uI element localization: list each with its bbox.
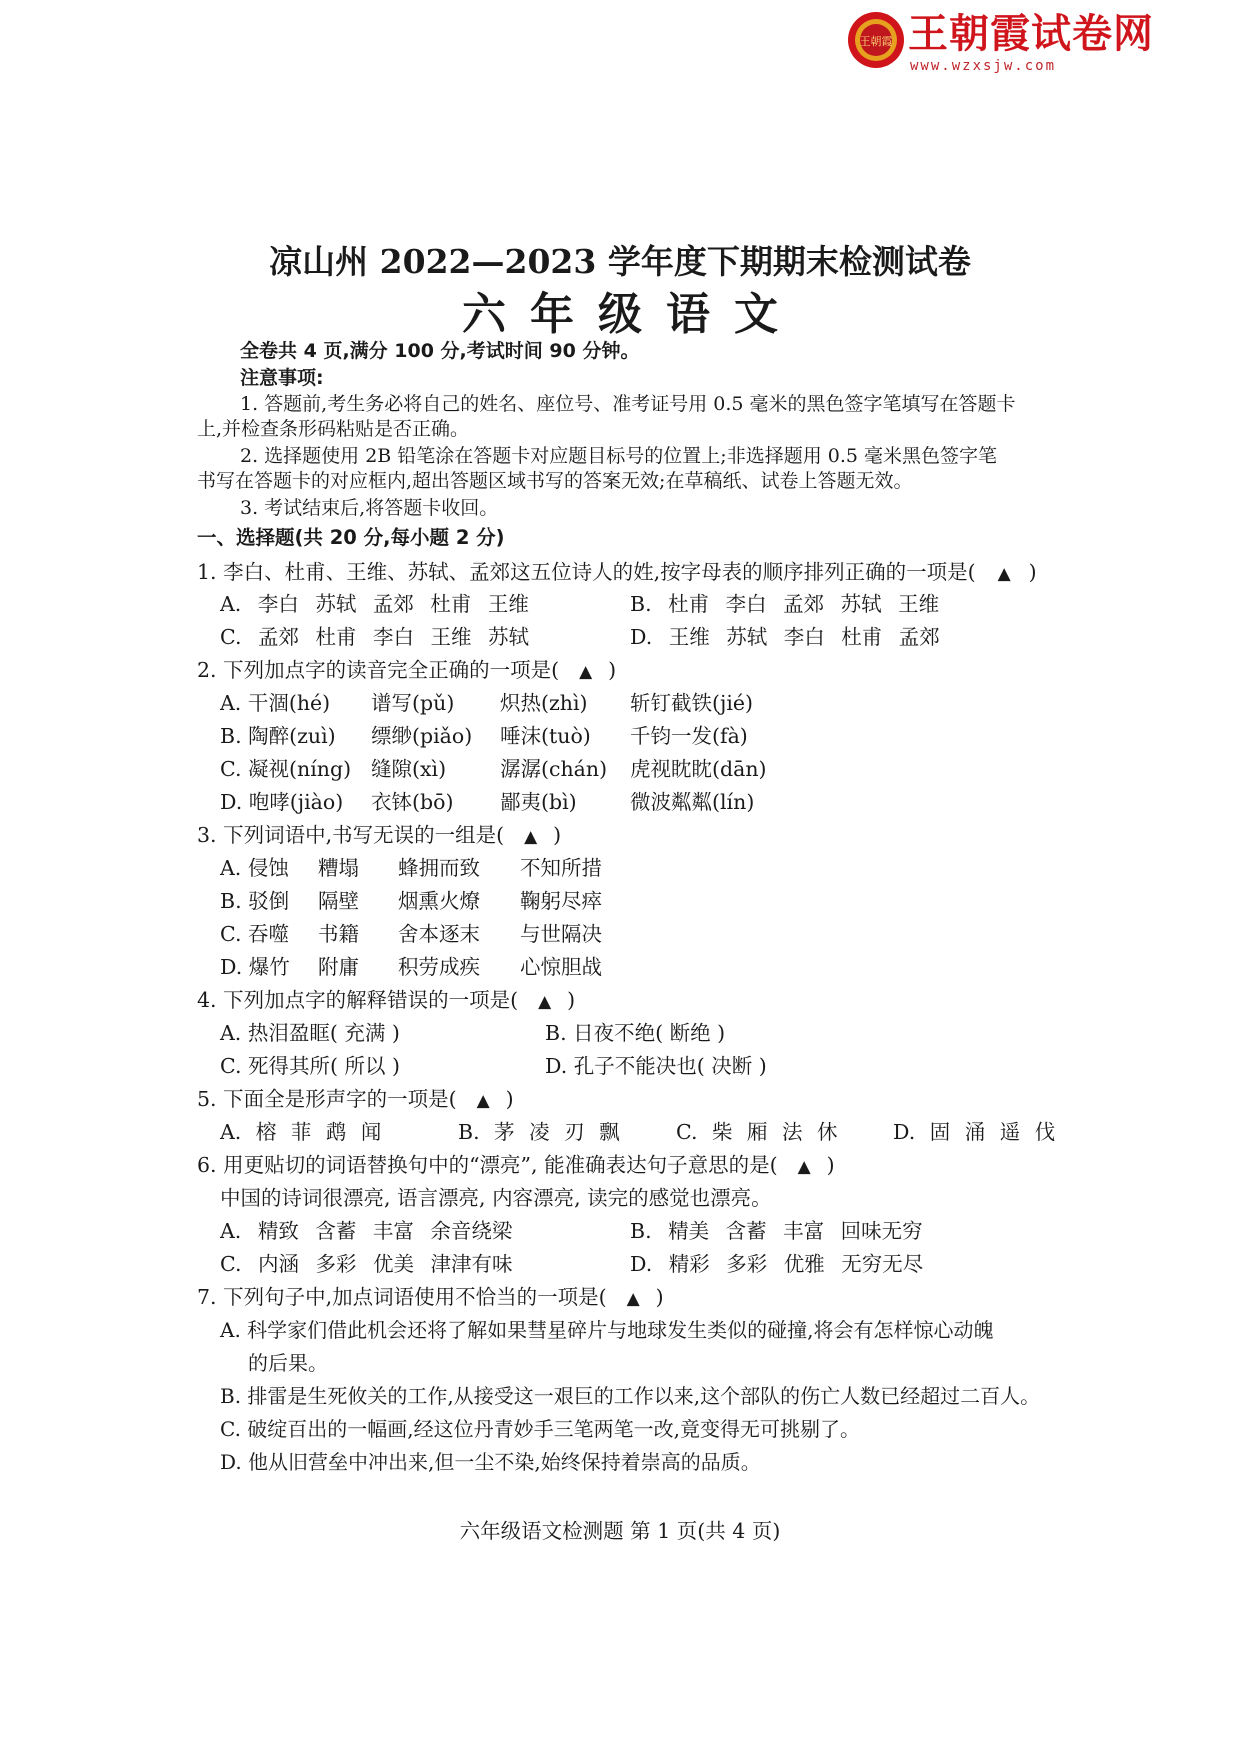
question-6-stem: 6. 用更贴切的词语替换句中的“漂亮”, 能准确表达句子意思的是( ▲ ) (197, 1153, 835, 1177)
seal-emblem-icon (846, 10, 906, 70)
q3-option-d-2: 附庸 (318, 955, 359, 979)
answer-marker-icon: ▲ (538, 992, 552, 1012)
notice-item-1a: 1. 答题前,考生务必将自己的姓名、座位号、准考证号用 0.5 毫米的黑色签字笔填写在答题卡 (240, 393, 1016, 415)
logo-name: 王朝霞试卷网 (908, 11, 1154, 57)
notice-item-2a: 2. 选择题使用 2B 铅笔涂在答题卡对应题目标号的位置上;非选择题用 0.5 毫米黑色签字笔 (240, 445, 997, 467)
q5-option-a: A. 榕 菲 鹉 闻 (220, 1120, 382, 1144)
exam-title: 凉山州 2022—2023 学年度下期期末检测试卷 (269, 242, 971, 281)
q6-option-d: D. 精彩 多彩 优雅 无穷无尽 (630, 1252, 924, 1276)
q6-option-c: C. 内涵 多彩 优美 津津有味 (220, 1252, 513, 1276)
q2-option-c-2: 缝隙(xì) (371, 757, 447, 781)
exam-info: 全卷共 4 页,满分 100 分,考试时间 90 分钟。 (240, 340, 640, 362)
q3-option-d-1: D. 爆竹 (220, 955, 290, 979)
answer-marker-icon: ▲ (579, 662, 593, 682)
q7-option-d: D. 他从旧营垒中冲出来,但一尘不染,始终保持着崇高的品质。 (220, 1450, 761, 1474)
q6-option-b: B. 精美 含蓄 丰富 回味无穷 (630, 1219, 923, 1243)
q2-option-a-2: 谱写(pǔ) (371, 691, 455, 715)
question-text: 1. 李白、杜甫、王维、苏轼、孟郊这五位诗人的姓,按字母表的顺序排列正确的一项是( (197, 560, 976, 584)
q4-option-a: A. 热泪盈眶( 充满 ) (220, 1021, 400, 1045)
answer-marker-icon: ▲ (797, 1157, 811, 1177)
q7-option-c: C. 破绽百出的一幅画,经这位丹青妙手三笔两笔一改,竟变得无可挑剔了。 (220, 1417, 861, 1441)
question-7-stem: 7. 下列句子中,加点词语使用不恰当的一项是( ▲ ) (197, 1285, 664, 1309)
q3-option-d-3: 积劳成疾 (398, 955, 480, 979)
q3-option-c-1: C. 吞噬 (220, 922, 289, 946)
q3-option-b-3: 烟熏火燎 (398, 889, 480, 913)
question-text: 3. 下列词语中,书写无误的一组是( (197, 823, 505, 847)
q2-option-a-1: A. 干涸(hé) (220, 691, 331, 715)
q1-option-c: C. 孟郊 杜甫 李白 王维 苏轼 (220, 625, 530, 649)
svg-text:王朝霞: 王朝霞 (859, 35, 893, 48)
q4-option-c: C. 死得其所( 所以 ) (220, 1054, 401, 1078)
q4-option-d: D. 孔子不能决也( 决断 ) (545, 1054, 767, 1078)
q2-option-b-3: 唾沫(tuò) (500, 724, 591, 748)
notice-item-1b: 上,并检查条形码粘贴是否正确。 (197, 418, 470, 440)
question-2-stem: 2. 下列加点字的读音完全正确的一项是( ▲ ) (197, 658, 617, 682)
answer-marker-icon: ▲ (476, 1091, 490, 1111)
question-text: 7. 下列句子中,加点词语使用不恰当的一项是( (197, 1285, 607, 1309)
q2-option-b-1: B. 陶醉(zuì) (220, 724, 336, 748)
q7-option-a-line2: 的后果。 (248, 1351, 328, 1375)
q2-option-d-1: D. 咆哮(jiào) (220, 790, 344, 814)
q5-option-b: B. 茅 凌 刃 飘 (458, 1120, 620, 1144)
q3-option-b-2: 隔壁 (318, 889, 359, 913)
q2-option-b-2: 缥缈(piǎo) (371, 724, 473, 748)
q2-option-b-4: 千钧一发(fà) (630, 724, 748, 748)
question-text: 6. 用更贴切的词语替换句中的“漂亮”, 能准确表达句子意思的是( (197, 1153, 778, 1177)
notice-heading: 注意事项: (240, 367, 324, 389)
q3-option-b-1: B. 驳倒 (220, 889, 290, 913)
notice-item-3: 3. 考试结束后,将答题卡收回。 (240, 497, 499, 519)
q2-option-a-4: 斩钉截铁(jié) (630, 691, 754, 715)
q5-option-d: D. 固 涌 遥 伐 (893, 1120, 1056, 1144)
section-heading: 一、选择题(共 20 分,每小题 2 分) (197, 526, 505, 549)
q2-option-a-3: 炽热(zhì) (500, 691, 588, 715)
answer-marker-icon: ▲ (626, 1289, 640, 1309)
q3-option-b-4: 鞠躬尽瘁 (520, 889, 602, 913)
q6-sentence: 中国的诗词很漂亮, 语言漂亮, 内容漂亮, 读完的感觉也漂亮。 (220, 1186, 772, 1210)
logo-url: www.wzxsjw.com (910, 58, 1057, 74)
q1-option-b: B. 杜甫 李白 孟郊 苏轼 王维 (630, 592, 940, 616)
q7-option-a-line1: A. 科学家们借此机会还将了解如果彗星碎片与地球发生类似的碰撞,将会有怎样惊心动魄 (220, 1318, 994, 1342)
q2-option-c-4: 虎视眈眈(dān) (630, 757, 767, 781)
question-4-stem: 4. 下列加点字的解释错误的一项是( ▲ ) (197, 988, 576, 1012)
q2-option-c-3: 潺潺(chán) (500, 757, 608, 781)
q2-option-d-3: 鄙夷(bì) (500, 790, 577, 814)
q3-option-c-2: 书籍 (318, 922, 359, 946)
q5-option-c: C. 柴 厢 法 休 (676, 1120, 838, 1144)
q1-option-a: A. 李白 苏轼 孟郊 杜甫 王维 (220, 592, 529, 616)
answer-marker-icon: ▲ (524, 827, 538, 847)
question-text: 2. 下列加点字的读音完全正确的一项是( (197, 658, 560, 682)
question-1-stem: 1. 李白、杜甫、王维、苏轼、孟郊这五位诗人的姓,按字母表的顺序排列正确的一项是( ▲ ) (197, 560, 1037, 584)
question-5-stem: 5. 下面全是形声字的一项是( ▲ ) (197, 1087, 514, 1111)
q3-option-a-1: A. 侵蚀 (220, 856, 289, 880)
q7-option-b: B. 排雷是生死攸关的工作,从接受这一艰巨的工作以来,这个部队的伤亡人数已经超过二百人。 (220, 1384, 1041, 1408)
question-3-stem: 3. 下列词语中,书写无误的一组是( ▲ ) (197, 823, 562, 847)
site-logo (846, 10, 1156, 76)
q3-option-a-3: 蜂拥而致 (398, 856, 480, 880)
answer-marker-icon: ▲ (997, 564, 1011, 584)
q4-option-b: B. 日夜不绝( 断绝 ) (545, 1021, 726, 1045)
q3-option-c-4: 与世隔决 (520, 922, 602, 946)
q3-option-c-3: 舍本逐末 (398, 922, 480, 946)
q6-option-a: A. 精致 含蓄 丰富 余音绕梁 (220, 1219, 513, 1243)
page-footer: 六年级语文检测题 第 1 页(共 4 页) (459, 1519, 781, 1543)
q2-option-c-1: C. 凝视(níng) (220, 757, 352, 781)
q2-option-d-2: 衣钵(bō) (371, 790, 454, 814)
exam-subject: 六年级语文 (462, 289, 802, 340)
q3-option-a-4: 不知所措 (520, 856, 602, 880)
notice-item-2b: 书写在答题卡的对应框内,超出答题区域书写的答案无效;在草稿纸、试卷上答题无效。 (197, 470, 913, 492)
q1-option-d: D. 王维 苏轼 李白 杜甫 孟郊 (630, 625, 940, 649)
question-text: 5. 下面全是形声字的一项是( (197, 1087, 457, 1111)
q3-option-a-2: 糟塌 (318, 856, 359, 880)
question-text: 4. 下列加点字的解释错误的一项是( (197, 988, 519, 1012)
q2-option-d-4: 微波粼粼(lín) (630, 790, 755, 814)
q3-option-d-4: 心惊胆战 (520, 955, 602, 979)
